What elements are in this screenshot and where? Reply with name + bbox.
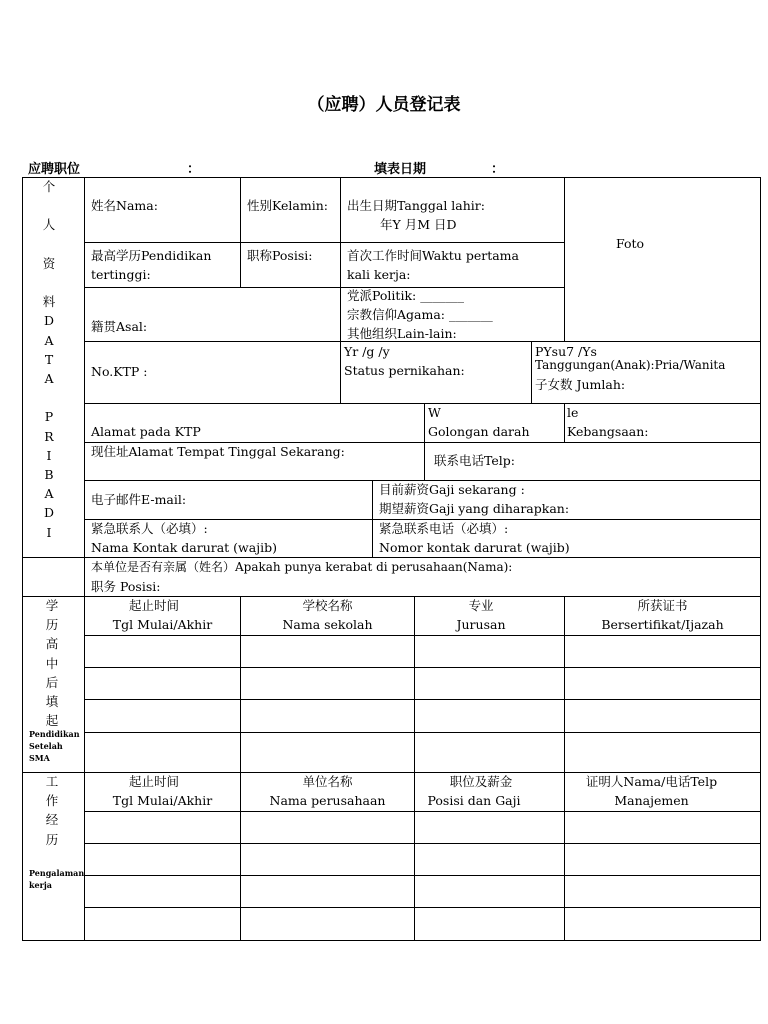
edu-header-school-id: Nama sekolah [282,617,373,632]
work-header-reference-id: Manajemen [614,793,689,808]
work-row-4-reference[interactable] [564,907,761,941]
work-row-3-reference[interactable] [564,875,761,908]
education-level-label-2: tertinggi: [91,267,151,282]
edu-header-dates-cn: 起止时间 [128,598,179,613]
edu-row-1-dates[interactable] [84,635,241,668]
marital-label: Status pernikahan: [344,363,465,378]
name-label: 姓名Nama: [91,198,158,213]
nationality-label: Kebangsaan: [567,424,649,439]
edu-row-3-school[interactable] [240,699,415,733]
emergency-contact-label-2: Nama Kontak darurat (wajib) [91,540,277,555]
dependents-label-1: Tanggungan(Anak):Pria/Wanita [535,358,726,372]
current-address-label: 现住址Alamat Tempat Tinggal Sekarang: [91,444,345,459]
work-header-reference-cn: 证明人Nama/电话Telp [585,774,718,789]
position-colon: ： [187,162,201,177]
work-row-2-position[interactable] [414,843,565,876]
work-row-3-position[interactable] [414,875,565,908]
blood-top-text: W [428,405,441,420]
work-row-2-company[interactable] [240,843,415,876]
work-header-company-cn: 单位名称 [302,774,353,789]
work-row-1-company[interactable] [240,811,415,844]
birthdate-label: 出生日期Tanggal lahir: [347,198,485,213]
edu-row-2-dates[interactable] [84,667,241,700]
work-header-dates-id: Tgl Mulai/Akhir [112,793,213,808]
salary-expect-label: 期望薪资Gaji yang diharapkan: [379,501,570,516]
work-row-1-position[interactable] [414,811,565,844]
first-work-label-1: 首次工作时间Waktu pertama [347,248,519,263]
edu-row-2-school[interactable] [240,667,415,700]
work-row-2-reference[interactable] [564,843,761,876]
work-row-1-dates[interactable] [84,811,241,844]
work-row-3-dates[interactable] [84,875,241,908]
edu-header-dates-id: Tgl Mulai/Akhir [112,617,213,632]
edu-row-3-dates[interactable] [84,699,241,733]
work-side-label: 工 作 经 历 [45,774,59,847]
emergency-contact-label-1: 紧急联系人（必填）: [91,521,208,536]
date-colon: ： [491,162,505,177]
education-side-small-label: Pendidikan Setelah SMA [29,729,80,763]
edu-header-major-id: Jurusan [456,617,506,632]
edu-header-cert-id: Bersertifikat/Ijazah [601,617,724,632]
edu-row-1-major[interactable] [414,635,565,668]
work-row-4-dates[interactable] [84,907,241,941]
salary-now-label: 目前薪资Gaji sekarang : [379,482,525,497]
edu-row-2-cert[interactable] [564,667,761,700]
relative-label-1: 本单位是否有亲属（姓名）Apakah punya kerabat di perusahaan(Nama): [91,560,513,574]
personal-side-label: 个 人 资 料 D A T A P R I B A D I [42,179,56,540]
relative-side-cell [22,557,85,597]
emergency-phone-label-2: Nomor kontak darurat (wajib) [379,540,570,555]
work-row-2-dates[interactable] [84,843,241,876]
work-header-position-id: Posisi dan Gaji [427,793,521,808]
relative-label-2: 职务 Posisi: [91,579,161,594]
blood-type-label: Golongan darah [428,424,530,439]
edu-header-major-cn: 专业 [468,598,494,613]
edu-row-4-dates[interactable] [84,732,241,773]
work-row-3-company[interactable] [240,875,415,908]
dependents-top-text: PYsu7 /Ys [535,344,597,359]
work-row-4-company[interactable] [240,907,415,941]
fill-date-label: 填表日期 [374,162,427,177]
address-ktp-label: Alamat pada KTP [91,424,201,439]
edu-row-4-school[interactable] [240,732,415,773]
dependents-label-2: 子女数 Jumlah: [535,377,626,392]
emergency-phone-label-1: 紧急联系电话（必填）: [379,521,509,536]
ktp-label: No.KTP : [91,364,148,379]
work-row-1-reference[interactable] [564,811,761,844]
edu-row-3-major[interactable] [414,699,565,733]
edu-row-3-cert[interactable] [564,699,761,733]
edu-row-4-cert[interactable] [564,732,761,773]
work-row-4-position[interactable] [414,907,565,941]
work-side-small-label: Pengalaman kerja [29,868,84,890]
email-label: 电子邮件E-mail: [91,492,187,507]
origin-label: 籍贯Asal: [91,319,148,334]
phone-label: 联系电话Telp: [434,453,515,468]
photo-label: Foto [616,236,645,251]
first-work-label-2: kali kerja: [347,267,411,282]
work-header-dates-cn: 起止时间 [128,774,179,789]
work-header-position-cn: 职位及薪金 [449,774,513,789]
position-applied-label: 应聘职位 [28,162,81,177]
edu-row-2-major[interactable] [414,667,565,700]
edu-header-school-cn: 学校名称 [302,598,353,613]
education-side-label: 学 历 高 中 后 填 起 [45,598,59,729]
birthdate-format: 年Y 月M 日D [380,217,457,232]
photo-cell[interactable] [564,177,761,342]
marital-top-text: Yr /g /y [344,344,390,359]
job-title-label: 职称Posisi: [247,248,313,263]
work-header-company-id: Nama perusahaan [269,793,386,808]
edu-header-cert-cn: 所获证书 [637,598,688,613]
edu-row-1-school[interactable] [240,635,415,668]
religion-label: 宗教信仰Agama: _______ [347,307,493,322]
party-label: 党派Politik: _______ [347,288,464,303]
other-org-label: 其他组织Lain-lain: [347,326,457,341]
education-level-label-1: 最高学历Pendidikan [91,248,212,263]
form-title: （应聘）人员登记表 [307,95,461,115]
nationality-top-text: le [567,405,579,420]
gender-label: 性别Kelamin: [247,198,328,213]
edu-row-4-major[interactable] [414,732,565,773]
edu-row-1-cert[interactable] [564,635,761,668]
